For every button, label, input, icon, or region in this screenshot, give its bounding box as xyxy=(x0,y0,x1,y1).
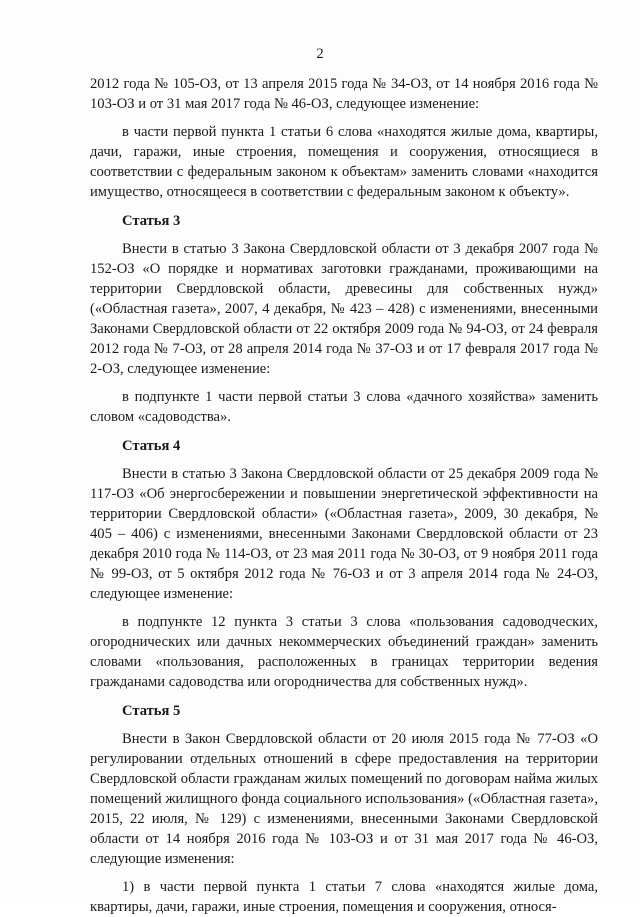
page-number: 2 xyxy=(316,46,324,62)
paragraph-article-5-change-1: 1) в части первой пункта 1 статьи 7 слова «находятся жилые дома, квартиры, дачи, гаражи, иные строения, помещения и сооружения, относя- xyxy=(90,879,598,915)
paragraph-article-3-change: в подпункте 1 части первой статьи 3 слова «дачного хозяйства» заменить словом «садоводства». xyxy=(90,389,598,425)
paragraph-continuation: 2012 года № 105-ОЗ, от 13 апреля 2015 года № 34-ОЗ, от 14 ноября 2016 года № 103-ОЗ и от 31 мая 2017 года № 46-ОЗ, следующее изменение: xyxy=(90,76,598,112)
heading-article-3: Статья 3 xyxy=(122,213,181,229)
paragraph-article-4-change: в подпункте 12 пункта 3 статьи 3 слова «пользования садоводческих, огороднических или дачных некоммерческих объединений граждан» заменить словами «пользования, расположенных в границах территории ведения гражданами садоводства или огородничества для собственных нужд». xyxy=(90,614,598,690)
heading-article-5: Статья 5 xyxy=(122,703,181,719)
paragraph-article-4-intro: Внести в статью 3 Закона Свердловской области от 25 декабря 2009 года № 117-ОЗ «Об энергосбережении и повышении энергетической эффективности на территории Свердловской области» («Областная газета», 2009, 30 декабря, № 405 – 406) с изменениями, внесенными Законами Свердловской области от 23 декабря 2010 года № 114-ОЗ, от 23 мая 2011 года № 30-ОЗ, от 9 ноября 2011 года № 99-ОЗ, от 5 октября 2012 года № 76-ОЗ и от 3 апреля 2014 года № 24-ОЗ, следующее изменение: xyxy=(90,466,598,602)
document-body xyxy=(90,74,598,917)
paragraph-amendment-article-6: в части первой пункта 1 статьи 6 слова «находятся жилые дома, квартиры, дачи, гаражи, иные строения, помещения и сооружения, относящиеся в соответствии с федеральным законом к объектам» заменить словами «находится имущество, относящееся в соответствии с федеральным законом к объекту». xyxy=(90,124,598,200)
paragraph-article-3-intro: Внести в статью 3 Закона Свердловской области от 3 декабря 2007 года № 152-ОЗ «О порядке и нормативах заготовки гражданами, проживающими на территории Свердловской области, древесины для собственных нужд» («Областная газета», 2007, 4 декабря, № 423 – 428) с изменениями, внесенными Законами Свердловской области от 22 октября 2009 года № 94-ОЗ, от 24 февраля 2012 года № 7-ОЗ, от 28 апреля 2014 года № 37-ОЗ и от 17 февраля 2017 года № 2-ОЗ, следующее изменение: xyxy=(90,241,598,377)
paragraph-article-5-intro: Внести в Закон Свердловской области от 20 июля 2015 года № 77-ОЗ «О регулировании отдельных отношений в сфере предоставления на территории Свердловской области гражданам жилых помещений по договорам найма жилых помещений жилищного фонда социального использования» («Областная газета», 2015, 22 июля, № 129) с изменениями, внесенными Законами Свердловской области от 14 ноября 2016 года № 103-ОЗ и от 31 мая 2017 года № 46-ОЗ, следующие изменения: xyxy=(90,731,598,867)
heading-article-4: Статья 4 xyxy=(122,438,181,454)
